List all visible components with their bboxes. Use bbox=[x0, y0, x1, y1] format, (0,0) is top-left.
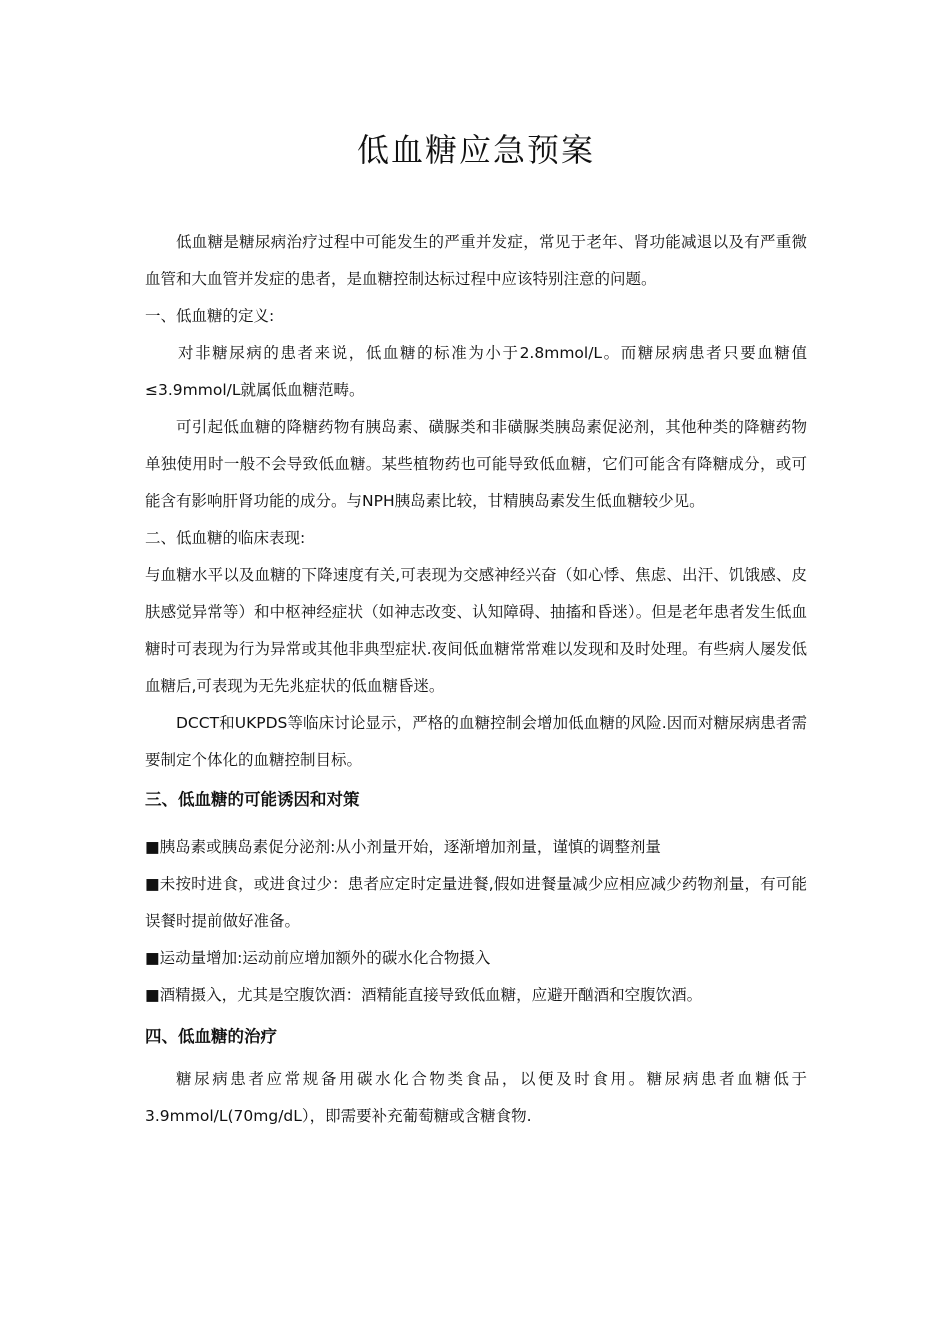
cause-item-1: ■胰岛素或胰岛素促分泌剂:从小剂量开始，逐渐增加剂量，谨慎的调整剂量 bbox=[145, 838, 661, 856]
document-title: 低血糖应急预案 bbox=[356, 131, 595, 169]
section-1-heading: 一、低血糖的定义: bbox=[145, 307, 275, 325]
cause-item-3: ■运动量增加:运动前应增加额外的碳水化合物摄入 bbox=[145, 949, 491, 967]
section-3-heading: 三、低血糖的可能诱因和对策 bbox=[145, 790, 360, 809]
section-4-heading: 四、低血糖的治疗 bbox=[145, 1027, 277, 1046]
section-2-paragraph-1: 与血糖水平以及血糖的下降速度有关,可表现为交感神经兴奋（如心悸、焦虑、出汗、饥饿感、皮肤感觉异常等）和中枢神经症状（如神志改变、认知障碍、抽搐和昏迷）。但是老年患者发生低血糖时可表现为行为异常或其他非典型症状.夜间低血糖常常难以发现和及时处理。有些病人屡发低血糖后,可表现为无先兆症状的低血糖昏迷。 bbox=[145, 566, 807, 695]
cause-item-2: ■未按时进食，或进食过少：患者应定时定量进餐,假如进餐量减少应相应减少药物剂量，有可能误餐时提前做好准备。 bbox=[145, 875, 807, 930]
section-2-paragraph-2: DCCT和UKPDS等临床讨论显示，严格的血糖控制会增加低血糖的风险.因而对糖尿病患者需要制定个体化的血糖控制目标。 bbox=[145, 714, 807, 769]
section-2-heading: 二、低血糖的临床表现: bbox=[145, 529, 306, 547]
section-1-paragraph-1: 对非糖尿病的患者来说，低血糖的标准为小于2.8mmol/L。而糖尿病患者只要血糖值≤3.9mmol/L就属低血糖范畴。 bbox=[145, 344, 807, 399]
cause-item-4: ■酒精摄入，尤其是空腹饮酒：酒精能直接导致低血糖，应避开酗酒和空腹饮酒。 bbox=[145, 986, 703, 1004]
section-4-paragraph-1: 糖尿病患者应常规备用碳水化合物类食品，以便及时食用。糖尿病患者血糖低于3.9mmol/L(70mg/dL），即需要补充葡萄糖或含糖食物. bbox=[145, 1070, 807, 1125]
document-body bbox=[145, 224, 807, 1135]
intro-paragraph: 低血糖是糖尿病治疗过程中可能发生的严重并发症，常见于老年、肾功能减退以及有严重微血管和大血管并发症的患者，是血糖控制达标过程中应该特别注意的问题。 bbox=[145, 233, 807, 288]
section-1-paragraph-2: 可引起低血糖的降糖药物有胰岛素、磺脲类和非磺脲类胰岛素促泌剂，其他种类的降糖药物单独使用时一般不会导致低血糖。某些植物药也可能导致低血糖，它们可能含有降糖成分，或可能含有影响肝肾功能的成分。与NPH胰岛素比较，甘精胰岛素发生低血糖较少见。 bbox=[145, 418, 807, 510]
